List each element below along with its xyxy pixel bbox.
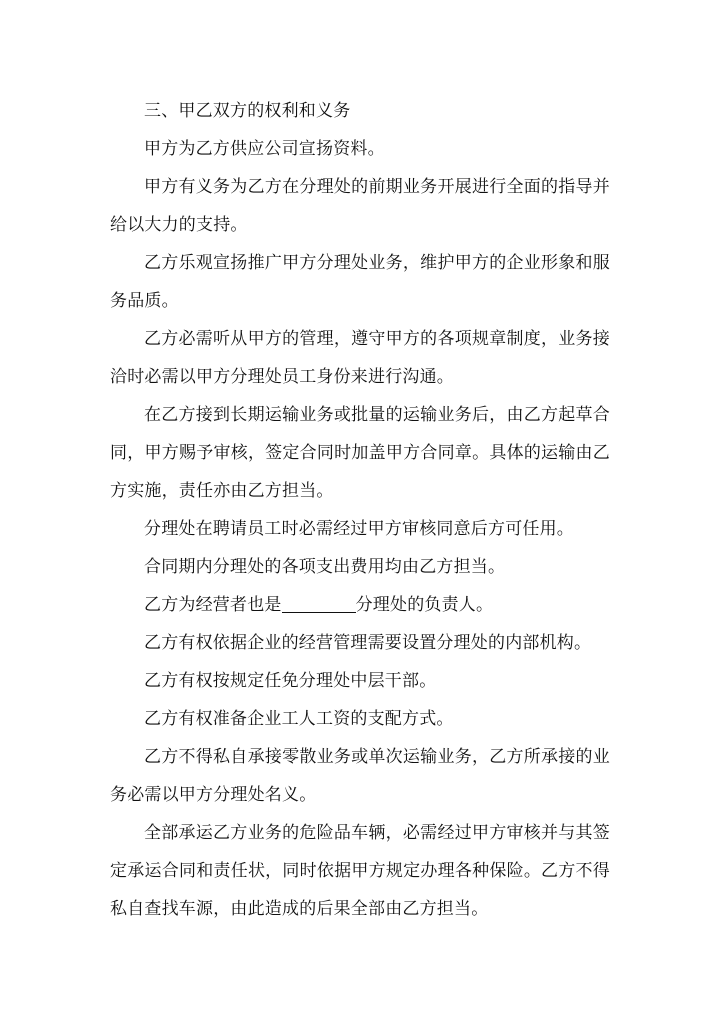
paragraph: 乙方乐观宣扬推广甲方分理处业务，维护甲方的企业形象和服务品质。: [110, 253, 610, 311]
paragraph: 甲方为乙方供应公司宣扬资料。: [144, 139, 385, 159]
section-heading: 三、甲乙双方的权利和义务: [144, 101, 351, 121]
paragraph: 在乙方接到长期运输业务或批量的运输业务后，由乙方起草合同，甲方赐予审核，签定合同时加盖甲方合同章。具体的运输由乙方实施，责任亦由乙方担当。: [110, 405, 610, 501]
paragraph: 合同期内分理处的各项支出费用均由乙方担当。: [144, 557, 506, 577]
paragraph: 甲方有义务为乙方在分理处的前期业务开展进行全面的指导并给以大力的支持。: [110, 177, 610, 235]
paragraph: 乙方有权准备企业工人工资的支配方式。: [144, 709, 454, 729]
paragraph: 分理处在聘请员工时必需经过甲方审核同意后方可任用。: [144, 519, 574, 539]
paragraph-with-blank: [110, 586, 610, 624]
paragraph: 全部承运乙方业务的危险品车辆，必需经过甲方审核并与其签定承运合同和责任状，同时依据甲方规定办理各种保险。乙方不得私自查找车源，由此造成的后果全部由乙方担当。: [110, 823, 610, 919]
blank-line-before-text: 乙方为经营者也是: [144, 595, 282, 615]
paragraph: 乙方必需听从甲方的管理，遵守甲方的各项规章制度，业务接洽时必需以甲方分理处员工身份来进行沟通。: [110, 329, 610, 387]
fill-in-blank: [282, 592, 356, 613]
paragraph: 乙方有权按规定任免分理处中层干部。: [144, 671, 437, 691]
paragraph: 乙方不得私自承接零散业务或单次运输业务，乙方所承接的业务必需以甲方分理处名义。: [110, 747, 610, 805]
paragraph: 乙方有权依据企业的经营管理需要设置分理处的内部机构。: [144, 633, 592, 653]
blank-line-after-text: 分理处的负责人。: [355, 595, 494, 615]
